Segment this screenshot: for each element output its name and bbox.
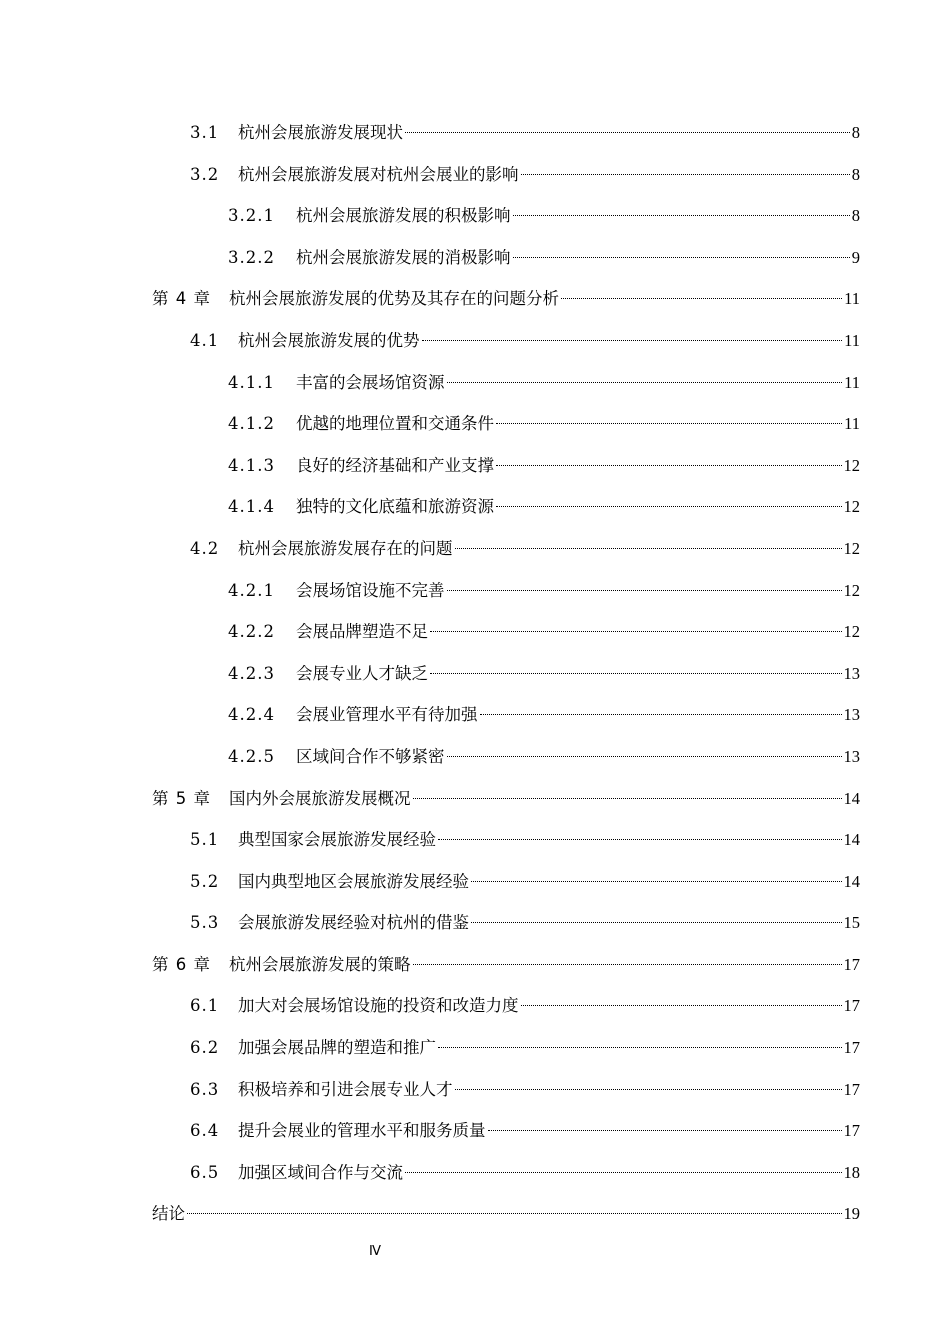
toc-entry-title: 国内外会展旅游发展概况 bbox=[229, 788, 411, 808]
toc-entry-number: 6.4 bbox=[190, 1121, 220, 1141]
toc-dot-leader bbox=[455, 547, 842, 549]
table-of-contents bbox=[152, 112, 860, 1235]
toc-entry-title: 结论 bbox=[152, 1204, 185, 1224]
toc-entry[interactable] bbox=[152, 237, 860, 279]
toc-entry[interactable] bbox=[152, 944, 860, 986]
toc-entry-title: 杭州会展旅游发展的策略 bbox=[229, 954, 411, 974]
toc-entry-page: 11 bbox=[844, 414, 860, 434]
toc-dot-leader bbox=[413, 963, 842, 965]
toc-entry-number: 6.1 bbox=[190, 996, 220, 1016]
toc-entry-number: 3.2.1 bbox=[228, 206, 275, 226]
toc-entry-number: 4.2.1 bbox=[228, 580, 275, 600]
toc-entry-number: 4.1.4 bbox=[228, 497, 275, 517]
toc-entry-page: 8 bbox=[851, 164, 860, 184]
toc-entry-title: 区域间合作不够紧密 bbox=[296, 746, 445, 766]
toc-dot-leader bbox=[430, 630, 842, 632]
toc-entry-number: 4.2.3 bbox=[228, 663, 275, 683]
toc-entry-title: 优越的地理位置和交通条件 bbox=[296, 414, 494, 434]
toc-entry[interactable] bbox=[152, 736, 860, 778]
toc-entry-title: 杭州会展旅游发展现状 bbox=[238, 123, 403, 142]
toc-entry-page: 19 bbox=[843, 1204, 860, 1224]
toc-dot-leader bbox=[438, 838, 842, 840]
toc-entry-title: 加强区域间合作与交流 bbox=[238, 1162, 403, 1182]
toc-dot-leader bbox=[430, 672, 842, 674]
toc-entry-title: 会展品牌塑造不足 bbox=[296, 622, 428, 642]
toc-entry-number: 第 4 章 bbox=[152, 289, 211, 309]
toc-entry-number: 4.1.1 bbox=[228, 372, 275, 392]
toc-dot-leader bbox=[413, 797, 842, 799]
toc-entry-number: 第 6 章 bbox=[152, 954, 211, 974]
toc-entry-title: 杭州会展旅游发展的优势及其存在的问题分析 bbox=[229, 289, 559, 309]
toc-entry-page: 12 bbox=[843, 497, 860, 517]
toc-entry[interactable] bbox=[152, 362, 860, 404]
toc-entry-title: 会展场馆设施不完善 bbox=[296, 580, 445, 600]
toc-dot-leader bbox=[471, 921, 842, 923]
toc-entry-page: 8 bbox=[851, 123, 860, 142]
toc-entry-number: 6.3 bbox=[190, 1079, 220, 1099]
toc-entry-title: 杭州会展旅游发展的优势 bbox=[238, 330, 420, 350]
toc-dot-leader bbox=[496, 505, 842, 507]
toc-entry-title: 典型国家会展旅游发展经验 bbox=[238, 830, 436, 850]
toc-dot-leader bbox=[513, 256, 850, 258]
toc-dot-leader bbox=[496, 422, 842, 424]
toc-entry-page: 8 bbox=[851, 206, 860, 226]
toc-dot-leader bbox=[422, 339, 843, 341]
toc-dot-leader bbox=[405, 131, 850, 133]
toc-entry[interactable] bbox=[152, 445, 860, 487]
toc-entry[interactable] bbox=[152, 278, 860, 320]
toc-entry-page: 9 bbox=[851, 247, 860, 267]
toc-entry-page: 13 bbox=[843, 746, 860, 766]
toc-entry-page: 13 bbox=[843, 705, 860, 725]
toc-entry-title: 杭州会展旅游发展的积极影响 bbox=[296, 206, 511, 226]
toc-entry-title: 加强会展品牌的塑造和推广 bbox=[238, 1038, 436, 1058]
toc-entry[interactable] bbox=[152, 486, 860, 528]
toc-entry-page: 11 bbox=[844, 289, 860, 309]
toc-dot-leader bbox=[447, 381, 843, 383]
toc-entry-page: 17 bbox=[843, 996, 860, 1016]
toc-entry-number: 6.2 bbox=[190, 1038, 220, 1058]
toc-entry-title: 杭州会展旅游发展对杭州会展业的影响 bbox=[238, 164, 519, 184]
toc-entry-page: 14 bbox=[843, 871, 860, 891]
toc-entry[interactable] bbox=[152, 528, 860, 570]
toc-entry-number: 4.1.2 bbox=[228, 414, 275, 434]
toc-entry-title: 杭州会展旅游发展存在的问题 bbox=[238, 538, 453, 558]
toc-entry-page: 12 bbox=[843, 455, 860, 475]
toc-entry-page: 18 bbox=[843, 1162, 860, 1182]
toc-entry-page: 11 bbox=[844, 372, 860, 392]
toc-entry[interactable] bbox=[152, 1152, 860, 1194]
toc-entry-number: 4.1.3 bbox=[228, 455, 275, 475]
toc-entry[interactable] bbox=[152, 112, 860, 154]
toc-entry-title: 会展旅游发展经验对杭州的借鉴 bbox=[238, 913, 469, 933]
toc-dot-leader bbox=[480, 713, 842, 715]
toc-entry-number: 3.2 bbox=[190, 164, 220, 184]
toc-entry-page: 11 bbox=[844, 330, 860, 350]
toc-entry-number: 5.3 bbox=[190, 913, 220, 933]
toc-dot-leader bbox=[405, 1171, 842, 1173]
toc-entry-page: 17 bbox=[843, 954, 860, 974]
toc-entry[interactable] bbox=[152, 985, 860, 1027]
toc-dot-leader bbox=[496, 464, 842, 466]
toc-entry-number: 3.1 bbox=[190, 123, 220, 142]
toc-dot-leader bbox=[455, 1088, 842, 1090]
toc-entry-page: 14 bbox=[843, 788, 860, 808]
toc-entry-page: 17 bbox=[843, 1038, 860, 1058]
toc-entry[interactable] bbox=[152, 611, 860, 653]
toc-entry-page: 12 bbox=[843, 622, 860, 642]
toc-entry-page: 12 bbox=[843, 580, 860, 600]
toc-entry-number: 5.1 bbox=[190, 830, 220, 850]
toc-entry-title: 良好的经济基础和产业支撑 bbox=[296, 455, 494, 475]
toc-dot-leader bbox=[187, 1212, 842, 1214]
toc-entry-title: 提升会展业的管理水平和服务质量 bbox=[238, 1121, 486, 1141]
toc-entry[interactable] bbox=[152, 1110, 860, 1152]
toc-dot-leader bbox=[513, 214, 850, 216]
toc-entry-title: 杭州会展旅游发展的消极影响 bbox=[296, 247, 511, 267]
toc-entry-title: 独特的文化底蕴和旅游资源 bbox=[296, 497, 494, 517]
toc-entry-number: 3.2.2 bbox=[228, 247, 275, 267]
toc-dot-leader bbox=[438, 1046, 842, 1048]
toc-entry-number: 6.5 bbox=[190, 1162, 220, 1182]
toc-entry-page: 17 bbox=[843, 1079, 860, 1099]
toc-entry[interactable] bbox=[152, 902, 860, 944]
toc-entry[interactable] bbox=[152, 320, 860, 362]
toc-dot-leader bbox=[471, 880, 842, 882]
toc-entry-title: 加大对会展场馆设施的投资和改造力度 bbox=[238, 996, 519, 1016]
toc-dot-leader bbox=[521, 173, 850, 175]
toc-entry-title: 积极培养和引进会展专业人才 bbox=[238, 1079, 453, 1099]
toc-entry[interactable] bbox=[152, 570, 860, 612]
toc-entry-page: 15 bbox=[843, 913, 860, 933]
toc-entry[interactable] bbox=[152, 403, 860, 445]
toc-dot-leader bbox=[521, 1004, 842, 1006]
toc-entry[interactable] bbox=[152, 1027, 860, 1069]
toc-dot-leader bbox=[447, 755, 842, 757]
toc-entry-number: 5.2 bbox=[190, 871, 220, 891]
toc-dot-leader bbox=[447, 589, 842, 591]
toc-entry[interactable] bbox=[152, 1193, 860, 1235]
toc-entry[interactable] bbox=[152, 195, 860, 237]
toc-entry-number: 第 5 章 bbox=[152, 788, 211, 808]
toc-entry[interactable] bbox=[152, 653, 860, 695]
toc-entry-page: 12 bbox=[843, 538, 860, 558]
toc-entry-title: 丰富的会展场馆资源 bbox=[296, 372, 445, 392]
toc-entry-page: 14 bbox=[843, 830, 860, 850]
toc-entry[interactable] bbox=[152, 694, 860, 736]
toc-entry-title: 会展专业人才缺乏 bbox=[296, 663, 428, 683]
toc-entry[interactable] bbox=[152, 861, 860, 903]
toc-entry[interactable] bbox=[152, 1069, 860, 1111]
toc-entry[interactable] bbox=[152, 819, 860, 861]
toc-entry-page: 17 bbox=[843, 1121, 860, 1141]
toc-entry-number: 4.2.2 bbox=[228, 622, 275, 642]
toc-entry[interactable] bbox=[152, 154, 860, 196]
toc-entry-number: 4.2.4 bbox=[228, 705, 275, 725]
toc-entry-title: 国内典型地区会展旅游发展经验 bbox=[238, 871, 469, 891]
toc-dot-leader bbox=[561, 297, 842, 299]
toc-entry-number: 4.2.5 bbox=[228, 746, 275, 766]
toc-entry[interactable] bbox=[152, 778, 860, 820]
toc-dot-leader bbox=[488, 1129, 842, 1131]
toc-entry-number: 4.1 bbox=[190, 330, 220, 350]
toc-entry-page: 13 bbox=[843, 663, 860, 683]
page-footer-number: Ⅳ bbox=[369, 1244, 381, 1259]
toc-entry-number: 4.2 bbox=[190, 538, 220, 558]
toc-entry-title: 会展业管理水平有待加强 bbox=[296, 705, 478, 725]
